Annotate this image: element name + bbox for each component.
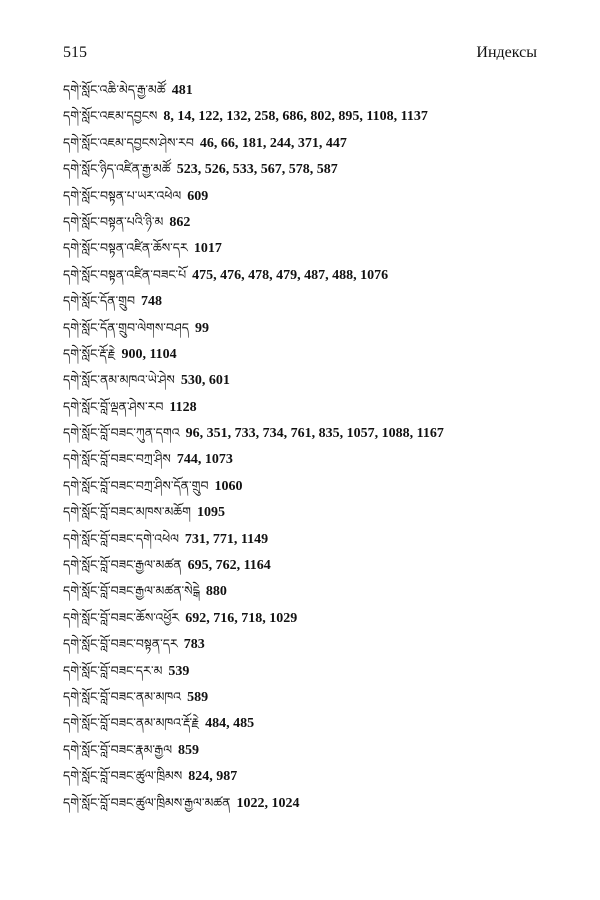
index-entry-pages: 744, 1073 (176, 452, 233, 468)
page-number: 515 (63, 44, 87, 61)
index-entry-term: དགེ་སློང་བློ་བཟང་རྣམ་རྒྱལ (63, 741, 173, 757)
index-entry-term: དགེ་སློང་བློ་བཟང་མཁས་མཆོག (63, 504, 191, 520)
index-entry-term: དགེ་སློང་བསྟན་འཛིན་བཟང་པོ (63, 266, 187, 282)
index-entry-term: དགེ་སློང་བློ་བཟང་བསྟན་དར (63, 636, 178, 652)
index-entry-term: དགེ་སློང་འཇམ་དབྱངས་ཤེས་རབ (63, 134, 194, 150)
index-entry (63, 105, 543, 131)
index-entry-term: དགེ་སློང་དོན་གྲུབ་ལེགས་བཤད (63, 319, 190, 335)
index-entry-term: དགེ་སློང་དོན་གྲུབ (63, 293, 135, 309)
index-entry (63, 448, 543, 474)
index-entry (63, 422, 543, 448)
index-entry (63, 317, 543, 343)
index-entry-pages: 1060 (214, 478, 243, 494)
index-entry-pages: 692, 716, 718, 1029 (185, 610, 298, 626)
index-entry-term: དགེ་སློང་བློ་བཟང་ནམ་མཁའ་རྡོ་རྗེ (63, 715, 200, 731)
index-entry-pages: 731, 771, 1149 (184, 531, 269, 547)
index-entry-term: དགེ་སློང་ནམ་མཁའ་ཡེ་ཤེས (63, 372, 175, 388)
index-entry (63, 211, 543, 237)
index-entry (63, 607, 543, 633)
index-entry (63, 765, 543, 791)
index-entry-pages: 880 (205, 584, 227, 600)
index-entry (63, 712, 543, 738)
index-entry-pages: 824, 987 (188, 769, 238, 785)
index-entry-pages: 46, 66, 181, 244, 371, 447 (199, 135, 347, 151)
index-entry (63, 343, 543, 369)
index-entry-term: དགེ་སློང་བློ་བཟང་ཀུན་དགའ (63, 425, 180, 441)
index-entry (63, 237, 543, 263)
index-entry-pages: 859 (178, 742, 200, 758)
index-entry (63, 185, 543, 211)
index-entry (63, 739, 543, 765)
index-entry-pages: 523, 526, 533, 567, 578, 587 (176, 162, 338, 178)
index-entry (63, 686, 543, 712)
index-entry-term: དགེ་སློང་བསྟན་འཛིན་ཆོས་དར (63, 240, 188, 256)
index-entry (63, 580, 543, 606)
index-entry-term: དགེ་སློང་འཇམ་དབྱངས (63, 108, 158, 124)
index-entry (63, 396, 543, 422)
index-entry-pages: 8, 14, 122, 132, 258, 686, 802, 895, 1108, 1137 (163, 109, 428, 125)
index-entry (63, 792, 543, 818)
index-entry-term: དགེ་སློང་བློ་བཟང་རྒྱལ་མཚན་སེངྒེ (63, 583, 200, 599)
index-entry (63, 475, 543, 501)
index-entry-pages: 539 (168, 663, 190, 679)
index-entry (63, 132, 543, 158)
index-entry-term: དགེ་སློང་བློ་བཟང་བཀྲ་ཤིས་དོན་གྲུབ (63, 477, 209, 493)
index-entry (63, 633, 543, 659)
index-entry-pages: 475, 476, 478, 479, 487, 488, 1076 (192, 267, 389, 283)
index-entry-term: དགེ་སློང་འཆི་མེད་རྒྱ་མཚོ (63, 82, 166, 97)
index-entry-pages: 1022, 1024 (236, 795, 300, 811)
index-entry-term: དགེ་སློང་བློ་བཟང་ཚུལ་ཁྲིམས་རྒྱལ་མཚན (63, 794, 231, 810)
running-head: Индексы (476, 44, 537, 61)
index-entry (63, 528, 543, 554)
index-entry-pages: 484, 485 (205, 716, 255, 732)
index-entries (63, 79, 543, 818)
index-entry (63, 501, 543, 527)
index-entry-pages: 530, 601 (180, 373, 230, 389)
index-entry-term: དགེ་སློང་བསྟན་པའི་ཉི་མ (63, 213, 164, 229)
index-entry-pages: 1017 (193, 241, 222, 257)
index-entry-pages: 99 (195, 320, 210, 336)
index-entry-pages: 748 (140, 294, 162, 310)
index-entry-pages: 783 (183, 637, 205, 653)
index-entry (63, 79, 543, 105)
index-entry-term: དགེ་སློང་བློ་ལྡན་ཤེས་རབ (63, 398, 164, 414)
index-entry-pages: 589 (187, 689, 209, 705)
index-entry-term: དགེ་སློང་བློ་བཟང་ཆོས་འཕྱོར (63, 609, 180, 625)
index-entry-pages: 1095 (196, 505, 225, 521)
index-entry-term: དགེ་སློང་བློ་བཟང་དགེ་འཕེལ (63, 530, 179, 546)
index-entry-pages: 862 (169, 214, 191, 230)
index-entry-term: དགེ་སློང་བློ་བཟང་ནམ་མཁའ (63, 688, 182, 704)
index-entry-pages: 481 (171, 83, 193, 98)
index-entry-term: དགེ་སློང་བློ་བཟང་དར་མ (63, 662, 163, 678)
index-entry (63, 554, 543, 580)
index-entry-term: དགེ་སློང་བློ་བཟང་བཀྲ་ཤིས (63, 451, 171, 467)
index-entry-pages: 1128 (169, 399, 197, 415)
index-entry-term: དགེ་སློང་བློ་བཟང་ཚུལ་ཁྲིམས (63, 768, 183, 784)
index-entry (63, 290, 543, 316)
index-entry (63, 264, 543, 290)
index-entry (63, 369, 543, 395)
index-entry-term: དགེ་སློང་བསྟན་པ་ཡར་འཕེལ (63, 187, 182, 203)
index-entry-pages: 900, 1104 (121, 346, 177, 362)
index-entry-term: དགེ་སློང་རྡོ་རྗེ (63, 345, 116, 361)
index-entry-pages: 609 (187, 188, 209, 204)
index-entry-term: དགེ་སློང་བློ་བཟང་རྒྱལ་མཚན (63, 557, 182, 573)
index-entry (63, 158, 543, 184)
index-entry (63, 660, 543, 686)
index-entry-pages: 96, 351, 733, 734, 761, 835, 1057, 1088, 1167 (185, 426, 444, 442)
index-entry-pages: 695, 762, 1164 (187, 558, 271, 574)
index-entry-term: དགེ་སློང་ཉིད་འཛིན་རྒྱ་མཚོ (63, 161, 171, 177)
